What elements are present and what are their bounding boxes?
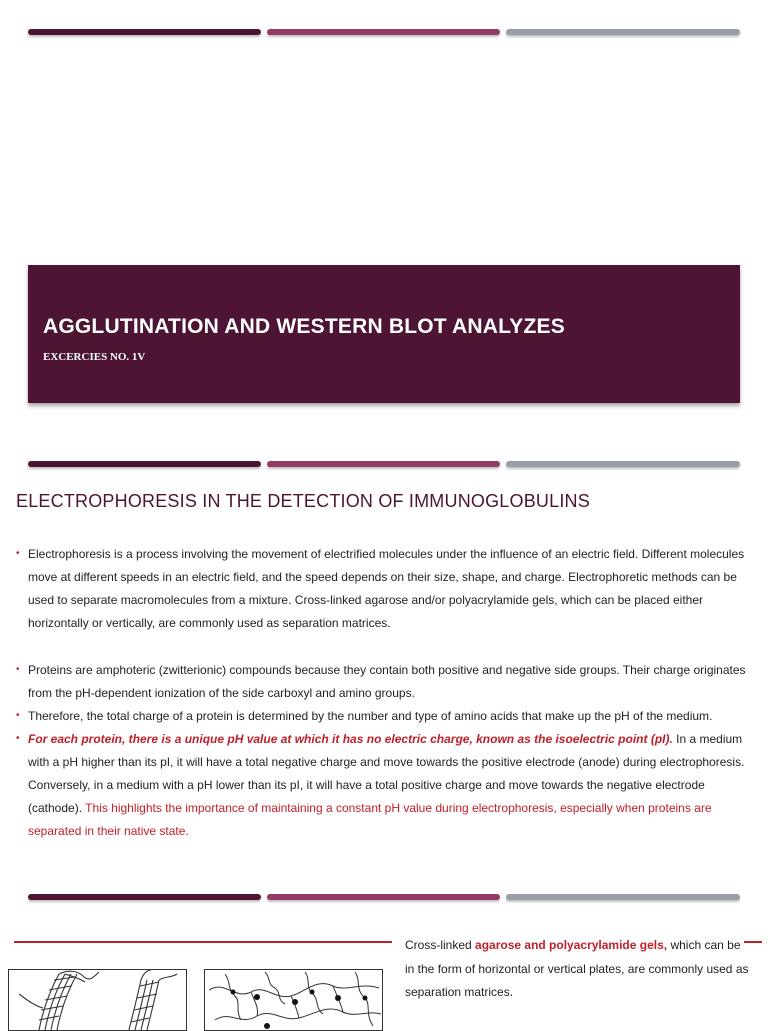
slide1-subtitle: EXCERCIES NO. 1V <box>43 351 146 363</box>
text-prefix: Cross-linked <box>405 938 476 952</box>
slide3-top-bars <box>28 894 740 902</box>
slide3-text <box>405 934 750 1005</box>
dark-bar <box>28 29 261 35</box>
grey-bar <box>506 894 740 900</box>
slide2-title: ELECTROPHORESIS IN THE DETECTION OF IMMUNOGLOBULINS <box>16 491 590 511</box>
polyacrylamide-gel-illustration <box>204 969 383 1031</box>
mid-bar <box>267 29 500 35</box>
bullet-dot: • <box>16 710 20 721</box>
slide2-top-bars <box>28 461 740 469</box>
agarose-gel-illustration <box>8 969 187 1031</box>
isoelectric-emphasis: For each protein, there is a unique pH value at which it has no electric charge, known as the isoelectric point (pI). <box>28 732 673 746</box>
ph-highlight: This highlights the importance of maintaining a constant pH value during electrophoresis, especially when proteins are separated in their native state. <box>28 801 712 838</box>
agarose-fibers-drawing <box>9 970 186 1030</box>
bullet-text: Electrophoresis is a process involving the movement of electrified molecules under the influence of an electric field. Different molecules move at different speeds in an electric field, and the speed depends on their size, shape, and charge. Electrophoretic methods can be used to separate macromolecules from a mixture. Cross-linked agarose and/or polyacrylamide gels, which can be placed either horizontally or vertically, are commonly used as separation matrices. <box>28 547 745 630</box>
bullet-dot: • <box>16 733 20 744</box>
grey-bar <box>506 29 740 35</box>
slide1-title-box <box>28 265 740 403</box>
dark-bar <box>28 461 261 467</box>
grey-bar <box>506 461 740 467</box>
dark-bar <box>28 894 261 900</box>
bullet-text: In a medium with a pH higher than its pI, it will have a total negative charge and move towards the positive electrode (anode) during electrophoresis. Conversely, in a medium with a pH lower than its pI, it will have a total positive charge and move towards the negative electrode (cathode). <box>28 732 745 815</box>
gels-highlight: agarose and polyacrylamide gels, <box>475 938 668 952</box>
mid-bar <box>267 461 500 467</box>
accent-line-left <box>14 941 392 943</box>
bullet-text: Therefore, the total charge of a protein is determined by the number and type of amino acids that make up the pH of the medium. <box>28 709 713 723</box>
bullet-dot: • <box>16 548 20 559</box>
slide1-title: AGGLUTINATION AND WESTERN BLOT ANALYZES <box>43 315 565 338</box>
bullet-isoelectric-point <box>16 728 756 843</box>
bullet-text: Proteins are amphoteric (zwitterionic) compounds because they contain both positive and negative side groups. Their charge originates from the pH-dependent ionization of the side carboxyl and amino groups. <box>28 663 746 700</box>
text-suffix: which can be in the form of horizontal or vertical plates, are commonly used as separation matrices. <box>405 938 749 999</box>
bullet-dot: • <box>16 664 20 675</box>
slide2-content <box>16 543 756 843</box>
bullet-total-charge <box>16 705 756 728</box>
mid-bar <box>267 894 500 900</box>
polyacrylamide-network-drawing <box>205 970 382 1030</box>
slide1-top-bars <box>28 29 740 37</box>
bullet-amphoteric <box>16 659 756 705</box>
bullet-electrophoresis <box>16 543 756 635</box>
